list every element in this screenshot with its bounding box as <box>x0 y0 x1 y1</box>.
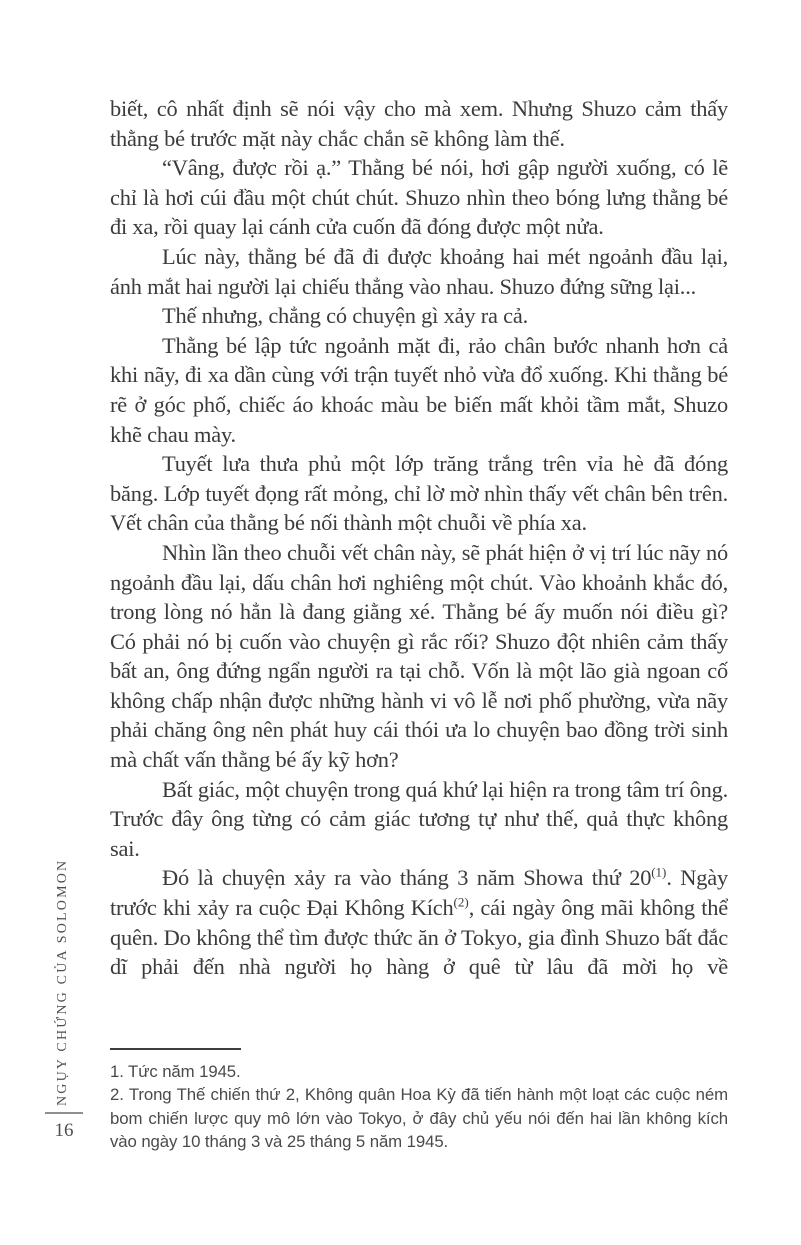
paragraph-text: , cái ngày ông mãi không thể quên. Do không thể tìm được thức ăn ở Tokyo, gia đình Shuzo bất đắc dĩ phải đến nhà người họ hàng ở quê từ lâu đã mời họ về <box>110 895 729 980</box>
paragraph-text: . Ngày trước khi xảy ra cuộc Đại Không Kích <box>110 865 729 921</box>
page-number: 16 <box>54 1120 74 1141</box>
footnote: 1. Tức năm 1945. <box>110 1062 241 1081</box>
paragraph: biết, cô nhất định sẽ nói vậy cho mà xem. Nhưng Shuzo cảm thấy thằng bé trước mặt này chắc chắn sẽ không làm thế. <box>110 96 728 151</box>
paragraph: Lúc này, thằng bé đã đi được khoảng hai mét ngoảnh đầu lại, ánh mắt hai người lại chiếu thẳng vào nhau. Shuzo đứng sững lại... <box>110 243 728 299</box>
paragraph <box>110 863 728 981</box>
body-text-column <box>110 94 728 982</box>
footnote-divider <box>110 1048 241 1050</box>
paragraph: “Vâng, được rồi ạ.” Thằng bé nói, hơi gập người xuống, có lẽ chỉ là hơi cúi đầu một chút chút. Shuzo nhìn theo bóng lưng thằng bé đi xa, rồi quay lại cánh cửa cuốn đã đóng được một nửa. <box>110 155 728 240</box>
spine-divider <box>45 1112 83 1114</box>
paragraph: Tuyết lưa thưa phủ một lớp trăng trắng trên vỉa hè đã đóng băng. Lớp tuyết đọng rất mỏng, chỉ lờ mờ nhìn thấy vết chân bên trên. Vết chân của thằng bé nối thành một chuỗi về phía xa. <box>110 451 728 536</box>
paragraph-text: Đó là chuyện xảy ra vào tháng 3 năm Showa thứ 20 <box>162 865 652 891</box>
paragraph: Nhìn lần theo chuỗi vết chân này, sẽ phát hiện ở vị trí lúc nãy nó ngoảnh đầu lại, dấu chân hơi nghiêng một chút. Vào khoảnh khắc đó, trong lòng nó hẳn là đang giằng xé. Thằng bé ấy muốn nói điều gì? Có phải nó bị cuốn vào chuyện gì rắc rối? Shuzo đột nhiên cảm thấy bất an, ông đứng ngẩn người ra tại chỗ. Vốn là một lão già ngoan cố không chấp nhận được những hành vi vô lễ nơi phố phường, vừa nãy phải chăng ông nên phát huy cái thói ưa lo chuyện bao đồng trời sinh mà chất vấn thằng bé ấy kỹ hơn? <box>110 539 728 773</box>
footnotes-section <box>110 1048 728 1154</box>
spine-title: NGỤY CHỨNG CỦA SOLOMON <box>55 858 70 1106</box>
paragraph: Bất giác, một chuyện trong quá khứ lại hiện ra trong tâm trí ông. Trước đây ông từng có cảm giác tương tự như thế, quả thực không sai. <box>110 776 728 861</box>
paragraph: Thằng bé lập tức ngoảnh mặt đi, rảo chân bước nhanh hơn cả khi nãy, đi xa dần cùng với trận tuyết nhỏ vừa đổ xuống. Khi thằng bé rẽ ở góc phố, chiếc áo khoác màu be biến mất khỏi tầm mắt, Shuzo khẽ chau mày. <box>110 332 728 447</box>
footnote: 2. Trong Thế chiến thứ 2, Không quân Hoa Kỳ đã tiến hành một loạt các cuộc ném bom chiến lược quy mô lớn vào Tokyo, ở đây chủ yếu nói đến hai lần không kích vào ngày 10 tháng 3 và 25 tháng 5 năm 1945. <box>110 1085 728 1152</box>
footnote-ref-2: (2) <box>453 894 469 910</box>
paragraph: Thế nhưng, chẳng có chuyện gì xảy ra cả. <box>162 303 528 329</box>
footnote-ref-1: (1) <box>651 864 667 880</box>
